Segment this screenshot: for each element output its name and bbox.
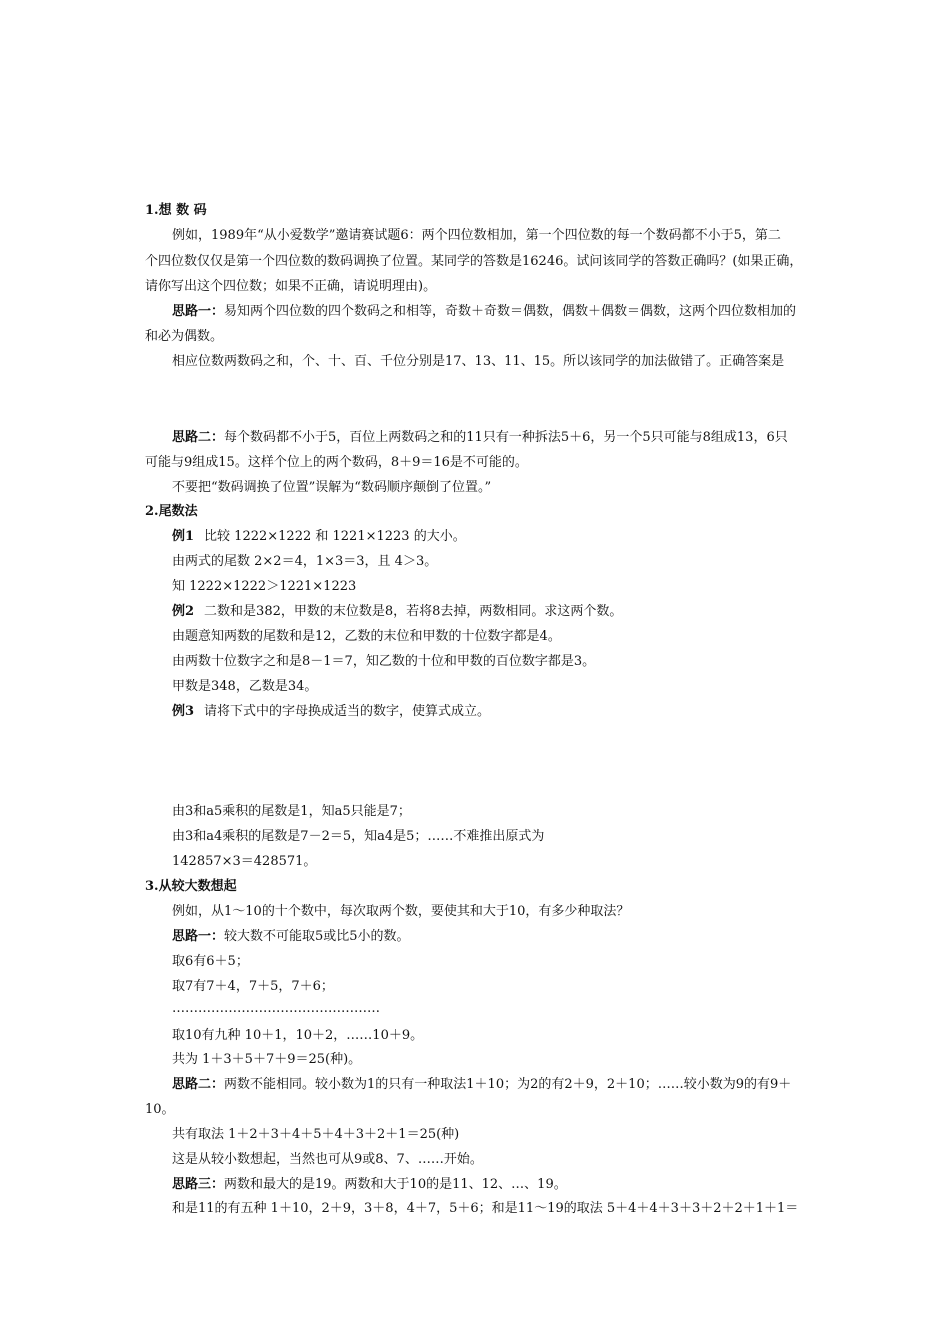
- paragraph-line: 不要把“数码调换了位置”误解为“数码顺序颠倒了位置。”: [172, 480, 492, 495]
- paragraph-line: 甲数是348，乙数是34。: [172, 679, 318, 694]
- example-text: 二数和是382，甲数的末位数是8，若将8去掉，两数相同。求这两个数。: [204, 604, 623, 619]
- paragraph-line: 和必为偶数。: [145, 329, 224, 344]
- paragraph-line: 由题意知两数的尾数和是12，乙数的末位和甲数的十位数字都是4。: [172, 629, 561, 644]
- idea-label: 思路三：: [172, 1177, 225, 1192]
- example-text: 比较 1222×1222 和 1221×1223 的大小。: [204, 529, 466, 544]
- idea-line: [172, 430, 788, 446]
- paragraph-line: 共为 1＋3＋5＋7＋9＝25(种)。: [172, 1052, 362, 1067]
- paragraph-line: 由两式的尾数 2×2＝4，1×3＝3，且 4＞3。: [172, 554, 438, 569]
- idea-text: 较大数不可能取5或比5小的数。: [224, 929, 410, 944]
- paragraph-line: 由3和a4乘积的尾数是7－2＝5，知a4是5；……不难推出原式为: [172, 829, 545, 844]
- idea-label: 思路二：: [172, 430, 225, 445]
- section-3-title: 3.从较大数想起: [145, 879, 237, 894]
- example-line: [172, 529, 466, 545]
- paragraph-line: 这是从较小数想起，当然也可从9或8、7、……开始。: [172, 1152, 483, 1167]
- idea-line: [172, 304, 796, 320]
- example-line: [172, 604, 622, 620]
- example-text: 请将下式中的字母换成适当的数字，使算式成立。: [204, 704, 491, 719]
- section-2-title: 2.尾数法: [145, 504, 198, 519]
- example-label: 例1: [172, 529, 195, 544]
- example-label: 例2: [172, 604, 195, 619]
- paragraph-line: 取7有7＋4，7＋5，7＋6；: [172, 979, 334, 994]
- idea-text: 易知两个四位数的四个数码之和相等，奇数＋奇数＝偶数，偶数＋偶数＝偶数，这两个四位数相加的: [224, 304, 797, 319]
- idea-text: 两数不能相同。较小数为1的只有一种取法1＋10；为2的有2＋9，2＋10；……较小数为9的有9＋: [224, 1077, 792, 1092]
- paragraph-line: 例如，1989年“从小爱数学”邀请赛试题6：两个四位数相加，第一个四位数的每一个数码都不小于5，第二: [172, 228, 781, 243]
- paragraph-line: 和是11的有五种 1＋10，2＋9，3＋8，4＋7，5＋6；和是11～19的取法 5＋4＋4＋3＋3＋2＋2＋1＋1＝: [172, 1201, 799, 1216]
- idea-line: [172, 1077, 791, 1093]
- dotted-line: …………………………………………: [172, 1001, 380, 1016]
- paragraph-line: 由3和a5乘积的尾数是1，知a5只能是7；: [172, 804, 411, 819]
- paragraph-line: 可能与9组成15。这样个位上的两个数码，8＋9＝16是不可能的。: [145, 455, 528, 470]
- paragraph-line: 取6有6＋5；: [172, 954, 249, 969]
- idea-label: 思路一：: [172, 304, 225, 319]
- idea-line: [172, 929, 410, 945]
- paragraph-line: 个四位数仅仅是第一个四位数的数码调换了位置。某同学的答数是16246。试问该同学的答数正确吗？(如果正确，: [145, 254, 803, 269]
- paragraph-line: 相应位数两数码之和，个、十、百、千位分别是17、13、11、15。所以该同学的加法做错了。正确答案是: [172, 354, 785, 369]
- paragraph-line: 142857×3＝428571。: [172, 854, 317, 869]
- paragraph-line: 知 1222×1222＞1221×1223: [172, 579, 357, 594]
- paragraph-line: 由两数十位数字之和是8－1＝7，知乙数的十位和甲数的百位数字都是3。: [172, 654, 596, 669]
- idea-text: 每个数码都不小于5，百位上两数码之和的11只有一种拆法5＋6，另一个5只可能与8组成13，6只: [224, 430, 788, 445]
- example-label: 例3: [172, 704, 195, 719]
- paragraph-line: 共有取法 1＋2＋3＋4＋5＋4＋3＋2＋1＝25(种): [172, 1127, 460, 1142]
- idea-label: 思路一：: [172, 929, 225, 944]
- idea-label: 思路二：: [172, 1077, 225, 1092]
- example-line: [172, 704, 490, 720]
- paragraph-line: 请你写出这个四位数；如果不正确，请说明理由)。: [145, 279, 437, 294]
- paragraph-line: 取10有九种 10＋1，10＋2，……10＋9。: [172, 1028, 424, 1043]
- section-1-title: 1.想 数 码: [145, 203, 207, 218]
- paragraph-line: 例如，从1～10的十个数中，每次取两个数，要使其和大于10，有多少种取法？: [172, 904, 630, 919]
- paragraph-line: 10。: [145, 1102, 175, 1117]
- idea-text: 两数和最大的是19。两数和大于10的是11、12、…、19。: [224, 1177, 567, 1192]
- idea-line: [172, 1177, 567, 1193]
